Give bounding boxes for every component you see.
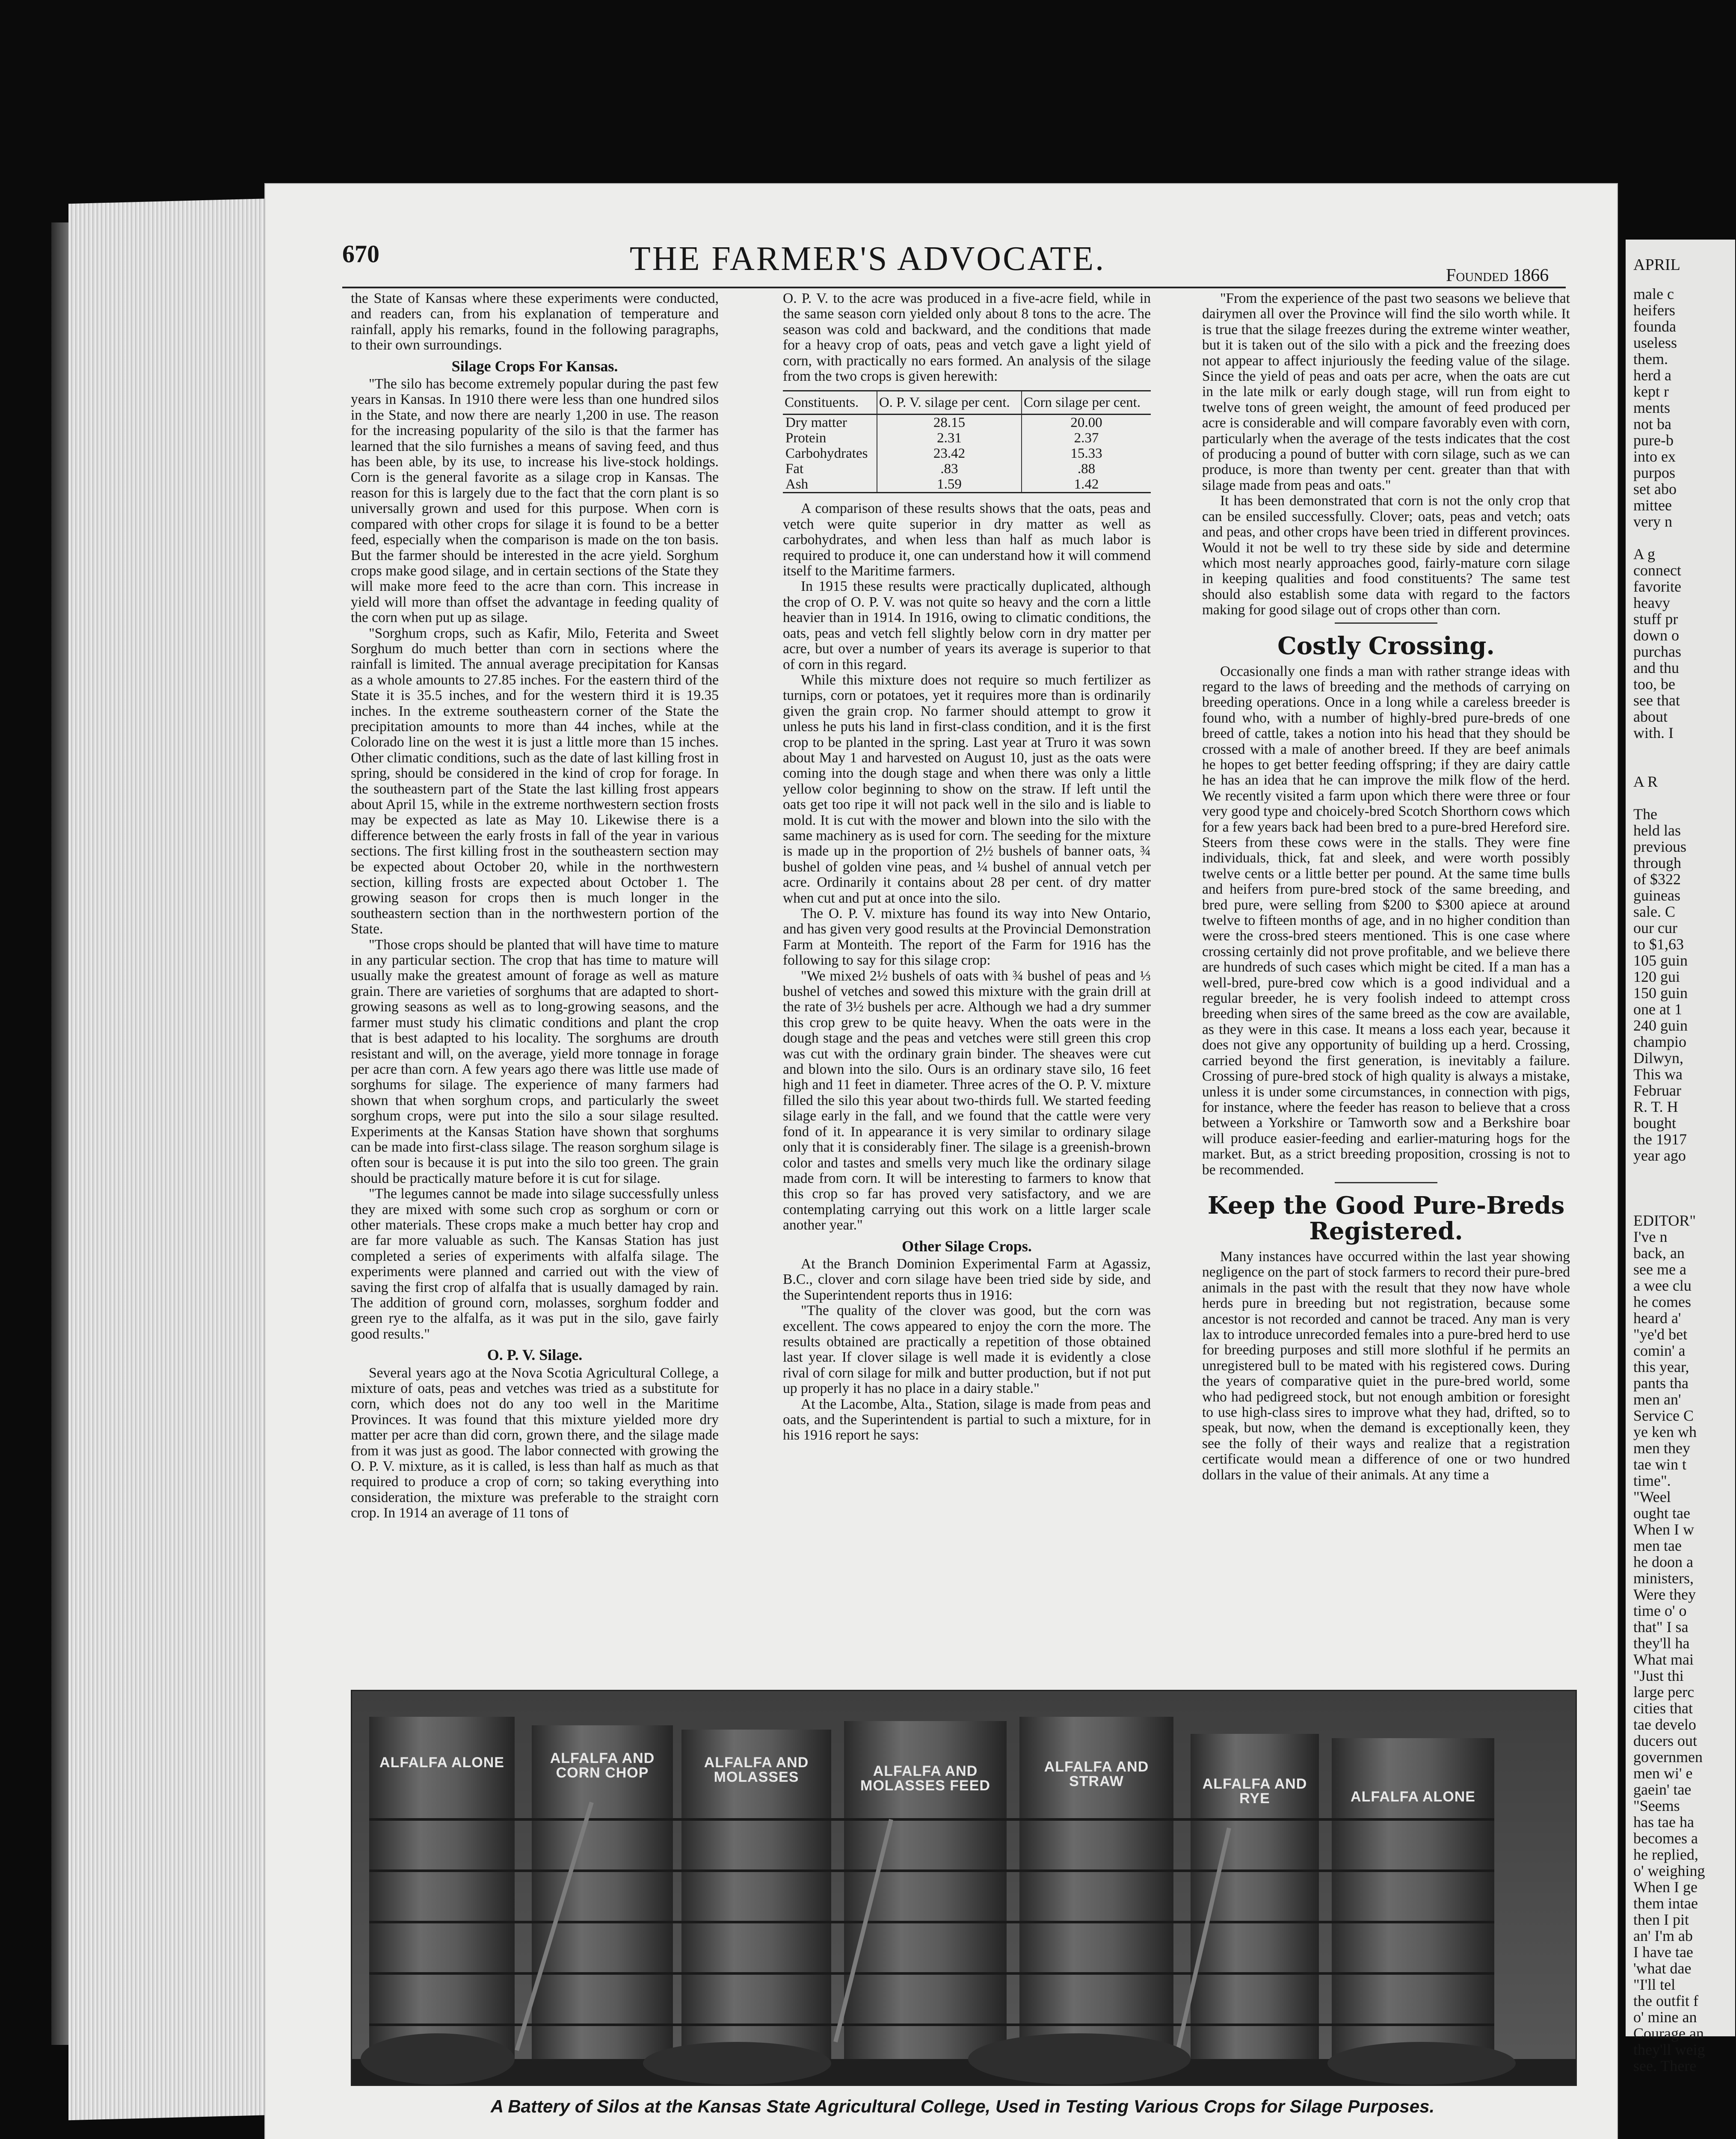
facing-page-line: they'll ha	[1633, 1635, 1690, 1652]
facing-page-line: 150 guin	[1633, 984, 1688, 1001]
facing-page-line: o' mine an	[1633, 2009, 1697, 2026]
facing-page-line: tae win t	[1633, 1456, 1686, 1473]
facing-page-line: to $1,63	[1633, 936, 1684, 953]
page-number: 670	[342, 240, 379, 268]
constituent-cell: Ash	[783, 477, 877, 493]
header-rule	[342, 287, 1566, 288]
facing-page-line: men an'	[1633, 1391, 1681, 1408]
facing-page-line: the 1917	[1633, 1131, 1687, 1148]
value-cell: 2.37	[1022, 430, 1151, 446]
facing-page-line: them intae	[1633, 1895, 1698, 1912]
facing-page-line	[1633, 1180, 1736, 1196]
facing-page-line: see that	[1633, 692, 1680, 709]
facing-page-line: heifers	[1633, 302, 1675, 319]
facing-page-line: R. T. H	[1633, 1098, 1678, 1115]
facing-page-line: men tae	[1633, 1537, 1682, 1554]
facing-page-line: 'what dae	[1633, 1960, 1692, 1977]
silos-photograph	[351, 1690, 1577, 2086]
intro-paragraph: the State of Kansas where these experiments were conducted, and readers can, from his explanation of temperature and rainfall, apply his remarks, found in the following paragraphs, to their own surroundings.	[351, 290, 719, 353]
facing-page-line: one at 1	[1633, 1001, 1682, 1018]
constituent-cell: Fat	[785, 461, 804, 477]
facing-page-line: see me a	[1633, 1261, 1686, 1278]
value-cell: 15.33	[1022, 446, 1151, 461]
facing-page-line	[1633, 1164, 1736, 1180]
facing-page-line: he comes	[1633, 1293, 1691, 1310]
silo-label: ALFALFA AND MOLASSES FEED	[860, 1763, 990, 1794]
paragraph: A comparison of these results shows that the oats, peas and vetch were quite superior in dry matter as well as carbohydrates, and when less than half as much labor is required to produce it, one can understand how it will commend itself to the Maritime farmers.	[783, 501, 1151, 579]
value-cell: 2.31	[877, 430, 1022, 446]
silo-label: ALFALFA AND MOLASSES	[704, 1754, 809, 1785]
facing-page-line	[1633, 1196, 1736, 1212]
paragraph: At the Lacombe, Alta., Station, silage is made from peas and oats, and the Superintendent is partial to such a mixture, for in his 1916 report he says:	[783, 1396, 1151, 1443]
facing-page-line: Dilwyn,	[1633, 1049, 1683, 1067]
facing-page-line: he replied,	[1633, 1846, 1698, 1863]
facing-page-line: champio	[1633, 1033, 1686, 1050]
page-edges	[68, 198, 274, 2121]
paragraph: While this mixture does not require so much fertilizer as turnips, corn or potatoes, yet it requires more than is ordinarily given the grain crop. No farmer should attempt to grow it unless he puts his land in first-class condition, and it is the first crop to be planted in the spring. Last year at Truro it was sown about May 1 and harvested on August 10, just as the oats were coming into the dough stage and when there was only a little yellow color beginning to show on the straw. If left until the oats get too ripe it will not pack well in the silo and is liable to mold. It is cut with the mower and blown into the silo with the same machinery as is used for corn. The seeding for the mixture is made up in the proportion of 2½ bushels of banner oats, ¾ bushel of golden vine peas, and ¼ bushel of annual vetch per acre. Ordinarily it contains about 28 per cent. of dry matter when cut and put at once into the silo.	[783, 672, 1151, 906]
facing-page-line: I have tae	[1633, 1943, 1693, 1961]
silo-label: ALFALFA AND STRAW	[1044, 1759, 1149, 1789]
facing-page-line: pants tha	[1633, 1375, 1689, 1392]
facing-page-line: large perc	[1633, 1683, 1695, 1701]
facing-page-text	[1633, 257, 1736, 2074]
paragraph: The O. P. V. mixture has found its way into New Ontario, and has given very good results at the Provincial Demonstration Farm at Monteith. The report of the Farm for 1916 has the following to say for this silage crop:	[783, 906, 1151, 969]
facing-page-line: see. There	[1633, 2057, 1697, 2074]
facing-page-line: ducers out	[1633, 1732, 1697, 1749]
facing-page-line: purpos	[1633, 464, 1675, 481]
facing-page-line: mittee	[1633, 497, 1672, 514]
facing-page-line: purchas	[1633, 643, 1681, 660]
facing-page-line: held las	[1633, 822, 1681, 839]
constituent-cell: Protein	[785, 430, 827, 446]
paragraph: "We mixed 2½ bushels of oats with ¾ bushel of peas and ⅓ bushel of vetches and sowed this mixture with the grain drill at the rate of 3½ bushels per acre. Although we had a dry summer this crop grew to be quite heavy. When the oats were in the dough stage and the peas and vetches were still green this crop was cut with the ordinary grain binder. The sheaves were cut and blown into the silo. Ours is an ordinary stave silo, 16 feet high and 11 feet in diameter. Three acres of the O. P. V. mixture filled the silo this year about two-thirds full. We started feeding silage early in the fall, and we found that the cattle were very fond of it. In appearance it is very similar to ordinary silage only that it is considerably finer. The silage is a greenish-brown color and tastes and smells very much like the ordinary silage made from corn. It will be interesting to farmers to know that this crop so far has proved very satisfactory, and we are contemplating carrying out this work on a little larger scale another year."	[783, 968, 1151, 1233]
facing-page-line: useless	[1633, 334, 1677, 351]
facing-page-line: Service C	[1633, 1407, 1694, 1424]
table-header: Corn silage per cent.	[1022, 391, 1151, 415]
facing-page-line: o' weighing	[1633, 1862, 1705, 1879]
facing-page-line	[1633, 741, 1736, 757]
facing-page-line: When I w	[1633, 1521, 1694, 1538]
heading-silage-crops-kansas: Silage Crops For Kansas.	[451, 357, 618, 375]
heading-keep-pure-breds: Keep the Good Pure-Breds Registered.	[1207, 1191, 1565, 1245]
constituent-cell: Carbohydrates	[785, 446, 868, 462]
facing-page-line: 105 guin	[1633, 952, 1688, 969]
paragraph: "The quality of the clover was good, but the corn was excellent. The cows appeared to enjoy the corn the more. The results obtained are practically a repetition of those obtained last year. If clover silage is well made it is evidently a close rival of corn silage for milk and butter production, but if not put up properly it has no place in a dairy stable."	[783, 1303, 1151, 1397]
paragraph: "The legumes cannot be made into silage successfully unless they are mixed with some such crop as sorghum or corn or other materials. These crops make a much better hay crop and are far more valuable as such. The Kansas Station has just completed a series of experiments with alfalfa silage. The experiments were planned and carried out with the view of saving the first crop of alfalfa that is usually damaged by rain. The addition of ground corn, molasses, sorghum fodder and green rye to the alfalfa, as it was put in the silo, gave fairly good results."	[351, 1186, 719, 1342]
facing-page-line: men they	[1633, 1440, 1690, 1457]
facing-page-line: The	[1633, 806, 1657, 823]
table-row	[783, 415, 1151, 431]
silos-illustration	[352, 1691, 1576, 2085]
paragraph: "From the experience of the past two seasons we believe that dairymen all over the Province will find the silo worth while. It is true that the silage freezes during the extreme winter weather, but it is taken out of the silo with a pick and the freezing does not appear to affect injuriously the feeding value of the silage. Since the yield of peas and oats per acre, when the oats are cut in the late milk or early dough stage, will run from eight to twelve tons of green weight, the amount of feed produced per acre is considerable and will compare favorably even with corn, particularly when the average of the tests indicates that the cost of producing a pound of butter with corn silage, such as we can produce, is more than twenty per cent. greater than that with silage made from peas and oats."	[1202, 290, 1570, 493]
table-header: O. P. V. silage per cent.	[877, 391, 1022, 415]
photo-caption: A Battery of Silos at the Kansas State Agricultural College, Used in Testing Various Crops for Silage Purposes.	[490, 2096, 1435, 2116]
facing-page-line: 240 guin	[1633, 1017, 1688, 1034]
facing-page-line: "ye'd bet	[1633, 1326, 1688, 1343]
facing-page-line: into ex	[1633, 448, 1676, 465]
facing-page-line: Februar	[1633, 1082, 1681, 1099]
facing-page-line: comin' a	[1633, 1342, 1686, 1359]
value-cell: 20.00	[1022, 415, 1151, 431]
silo-label: ALFALFA ALONE	[379, 1754, 504, 1771]
facing-page-line: "Seems	[1633, 1797, 1680, 1814]
value-cell: 28.15	[877, 415, 1022, 431]
facing-page	[1626, 240, 1735, 2074]
facing-page-line: year ago	[1633, 1147, 1686, 1164]
heading-other-silage-crops: Other Silage Crops.	[902, 1237, 1032, 1255]
facing-page-line: Were they	[1633, 1586, 1696, 1603]
facing-page-line: founda	[1633, 318, 1676, 335]
section-rule	[1335, 1182, 1437, 1183]
facing-page-line: ments	[1633, 399, 1670, 416]
facing-page-line: this year,	[1633, 1358, 1689, 1375]
facing-page-line: governmen	[1633, 1748, 1703, 1766]
facing-page-line: ought tae	[1633, 1505, 1690, 1522]
paragraph: O. P. V. to the acre was produced in a five-acre field, while in the same season corn yielded only about 8 tons to the acre. The season was cold and backward, and the conditions that made for a heavy crop of oats, peas and vetch gave a light yield of corn, with practically no ears formed. An analysis of the silage from the two crops is given herewith:	[783, 290, 1151, 385]
founded-label: Founded 1866	[1446, 266, 1549, 285]
value-cell: 1.59	[877, 477, 1022, 493]
facing-page-line: What mai	[1633, 1651, 1694, 1668]
paragraph: It has been demonstrated that corn is not the only crop that can be ensiled successfully. Clover; oats, peas and vetch; oats and peas, and other crops have been tried in different provinces. Would it not be well to try these side by side and determine which most nearly approaches good, fairly-mature corn silage in keeping qualities and food constituents? The same test should also establish some data with regard to the factors making for good silage out of crops other than corn.	[1202, 493, 1570, 618]
paragraph: "The silo has become extremely popular during the past few years in Kansas. In 1910 there were less than one hundred silos in the State, and now there are nearly 1,200 in use. The reason for the increasing popularity of the silo is that the farmer has learned that the silo furnishes a means of saving feed, and thus has been able, by its use, to increase his live-stock holdings. Corn is the general favorite as a silage crop in Kansas. The reason for this is largely due to the fact that the corn plant is so universally grown and used for this purpose. When corn is compared with other crops for silage it is found to be a better feed, especially when the comparison is made on the ton basis. But the farmer should be interested in the acre yield. Sorghum crops make good silage, and in certain sections of the State they will make more feed to the acre than corn. This increase in yield will more than offset the advantage in feeding quality of the corn when put up as silage.	[351, 376, 719, 626]
constituent-cell: Dry matter	[785, 415, 847, 431]
facing-page-line: I've n	[1633, 1228, 1668, 1245]
paragraph: In 1915 these results were practically duplicated, although the crop of O. P. V. was not quite so heavy and the corn a little heavier than in 1914. In 1916, owing to climatic conditions, the oats, peas and vetch fell slightly below corn in dry matter per acre, but over a number of years its average is superior to that of corn in this regard.	[783, 578, 1151, 673]
section-rule	[1335, 622, 1437, 624]
facing-page-line: the outfit f	[1633, 1992, 1698, 2009]
paragraph: Occasionally one finds a man with rather strange ideas with regard to the laws of breeding and the methods of carrying on breeding operations. Once in a long while a careless breeder is found who, with a number of highly-bred pure-breds of one breed of cattle, takes a notion into his head that they should be crossed with a male of another breed. If they are beef animals he hopes to get better feeding offspring; if they are dairy cattle he has an idea that he can improve the milk flow of the herd. We recently visited a farm upon which there were three or four very good type and choicely-bred Scotch Shorthorn cows which for a few years back had been bred to a pure-bred Hereford sire. Steers from these cows were in the stalls. They were fine individuals, thick, fat and sleek, and were worth possibly twelve cents or a little better per pound. At the same time bulls and heifers from pure-bred stock of the same breeding, and bred pure, were selling from $200 to $300 apiece at around twelve to fifteen months of age, and in no higher condition than were the cross-bred steers mentioned. This is one case where crossing certainly did not prove profitable, and we believe there are hundreds of such cases which might be cited. If a man has a well-bred, pure-bred cow which is a good individual and a regular breeder, he is very foolish indeed to attempt cross breeding when sires of the same breed as the cow are available, as they were in this case. It means a loss each year, because it does not give any opportunity of building up a herd. Crossing, carried beyond the first generation, is inevitably a failure. Crossing of pure-bred stock of high quality is always a mistake, unless it is under some circumstances, in connection with pigs, for instance, where the feeder has reason to believe that a cross between a Yorkshire or Tamworth sow and a Berkshire boar will produce easier-feeding and earlier-maturing hogs for the market. But, as a strict breeding proposition, crossing is not to be recommended.	[1202, 663, 1570, 1178]
facing-page-line: then I pit	[1633, 1911, 1689, 1928]
facing-page-line: with. I	[1633, 724, 1674, 741]
facing-page-line: favorite	[1633, 578, 1681, 595]
facing-page-line: When I ge	[1633, 1878, 1697, 1896]
facing-page-line: through	[1633, 854, 1681, 871]
facing-page-line: not ba	[1633, 415, 1671, 433]
facing-page-line	[1633, 530, 1736, 546]
facing-page-line: sale. C	[1633, 903, 1675, 920]
facing-page-header: APRIL	[1633, 256, 1680, 274]
table-row	[783, 446, 1151, 461]
value-cell: 1.42	[1022, 477, 1151, 493]
facing-page-line: stuff pr	[1633, 610, 1678, 628]
facing-page-line: set abo	[1633, 480, 1677, 498]
facing-page-line: and thu	[1633, 659, 1679, 676]
facing-page-line: becomes a	[1633, 1830, 1698, 1847]
facing-page-line: ministers,	[1633, 1570, 1694, 1587]
facing-page-line: ye ken wh	[1633, 1423, 1697, 1440]
table-body	[783, 415, 1151, 493]
facing-page-line: too, be	[1633, 675, 1675, 693]
facing-page-line: previous	[1633, 838, 1686, 855]
column-3	[1202, 291, 1570, 1483]
facing-page-line	[1633, 757, 1736, 773]
facing-page-line: he doon a	[1633, 1553, 1693, 1570]
facing-page-line: "I'll tel	[1633, 1976, 1676, 1993]
facing-page-line: very n	[1633, 513, 1672, 530]
paragraph: "Sorghum crops, such as Kafir, Milo, Feterita and Sweet Sorghum do much better than corn in sections where the rainfall is limited. The annual average precipitation for Kansas as a whole amounts to 27.85 inches. For the eastern third of the State it is 35.5 inches, and for the western third it is 19.35 inches. In the extreme southeastern corner of the State the precipitation amounts to more than 44 inches, while at the Colorado line on the west it is just a little more than 15 inches. Other climatic conditions, such as the date of last killing frost in spring, should be considered in the kind of crop for forage. In the southeastern part of the State the last killing frost appears about April 15, while in the extreme northwestern section frosts may be expected as late as May 10. Likewise there is a difference between the early frosts in fall of the year in various sections. The first killing frost in the southeastern section may be expected about October 20, while in the northwestern section, killing frosts are expected about October 1. The growing season for crops then is much longer in the southeastern section than in the northwestern portion of the State.	[351, 625, 719, 937]
facing-page-line: men wi' e	[1633, 1765, 1693, 1782]
facing-page-line: kept r	[1633, 383, 1669, 400]
facing-page-line: they'll weig	[1633, 2041, 1705, 2058]
facing-page-line: connect	[1633, 562, 1681, 579]
facing-page-line	[1633, 790, 1736, 806]
paragraph: Many instances have occurred within the last year showing negligence on the part of stock farmers to record their pure-bred animals in the past with the result that they now have whole herds pure in breeding but not registration, because some ancestor is not recorded and cannot be traced. Any man is very lax to introduce unrecorded females into a pure-bred herd to use for breeding purposes and still more slothful if he permits an unregistered bull to be mated with his registered cows. During the years of comparative quiet in the pure-bred world, some who had pedigreed stock, but not enough ambition or foresight to use high-class sires to improve what they had, drifted, so to speak, but now, when the demand is exceptionally keen, they see the folly of their ways and realize that a registration certificate would mean a difference of one or two hundred dollars in the value of their animals. At any time a	[1202, 1248, 1570, 1483]
facing-page-line: This wa	[1633, 1066, 1683, 1083]
facing-page-line: about	[1633, 708, 1668, 725]
facing-page-line: herd a	[1633, 367, 1671, 384]
facing-page-line: Courage an	[1633, 2025, 1704, 2042]
facing-page-lines	[1633, 286, 1736, 2074]
facing-page-line: tae develo	[1633, 1716, 1696, 1733]
facing-page-line: heard a'	[1633, 1309, 1681, 1327]
table-row	[783, 461, 1151, 477]
table-header: Constituents.	[783, 391, 877, 415]
heading-opv-silage: O. P. V. Silage.	[487, 1346, 583, 1364]
facing-page-line: cities that	[1633, 1700, 1693, 1717]
masthead-title: THE FARMER'S ADVOCATE.	[629, 240, 1106, 278]
facing-page-line: time".	[1633, 1472, 1671, 1489]
facing-page-line: them.	[1633, 350, 1668, 367]
column-2	[783, 291, 1151, 1443]
facing-page-line: "Just thi	[1633, 1667, 1684, 1684]
value-cell: 23.42	[877, 446, 1022, 461]
facing-page-line: a wee clu	[1633, 1277, 1692, 1294]
silage-analysis-table	[783, 390, 1151, 493]
paragraph: "Those crops should be planted that will have time to mature in any particular section. The crop that has time to mature will usually make the greatest amount of forage as well as mature grain. There are varieties of sorghums that are adapted to short-growing seasons as well as to long-growing seasons, and the farmer must study his climatic conditions and plant the crop that is best adapted to his locality. The sorghums are drouth resistant and will, on the average, yield more tonnage in forage per acre than corn. A few years ago there was little use made of sorghums for silage. The experience of many farmers had shown that when sorghum crops, and particularly the sweet sorghum crops, were put into the silo a sour silage resulted. Experiments at the Kansas Station have shown that sorghums can be made into first-class silage. The reason sorghum silage is often sour is because it is put into the silo too green. The grain should be practically mature before it is cut for silage.	[351, 936, 719, 1186]
facing-page-line: down o	[1633, 627, 1679, 644]
silo-label: ALFALFA AND CORN CHOP	[550, 1750, 655, 1781]
paragraph: Several years ago at the Nova Scotia Agricultural College, a mixture of oats, peas and vetches was tried as a substitute for corn, which does not do any too well in the Maritime Provinces. It was found that this mixture yielded more dry matter per acre than did corn, grown there, and the silage made from it was just as good. The labor connected with growing the O. P. V. mixture, as it is called, is less than half as much as that required to produce a crop of corn; so taking everything into consideration, the mixture was preferable to the straight corn crop. In 1914 an average of 11 tons of	[351, 1365, 719, 1521]
table-header-row	[783, 391, 1151, 415]
facing-page-line: of $322	[1633, 871, 1681, 888]
facing-page-line: back, an	[1633, 1244, 1685, 1262]
heading-costly-crossing: Costly Crossing.	[1277, 631, 1495, 660]
facing-page-line: gaein' tae	[1633, 1781, 1692, 1798]
value-cell: .83	[877, 461, 1022, 477]
silo-label: ALFALFA ALONE	[1351, 1789, 1475, 1805]
facing-page-line: 120 gui	[1633, 968, 1680, 985]
facing-page-line: our cur	[1633, 919, 1677, 936]
facing-page-line: an' I'm ab	[1633, 1927, 1693, 1944]
facing-page-line: guineas	[1633, 887, 1680, 904]
facing-page-line: A R	[1633, 773, 1658, 790]
facing-page-line: that" I sa	[1633, 1618, 1689, 1635]
facing-page-line: EDITOR"	[1633, 1212, 1696, 1229]
table-row	[783, 430, 1151, 446]
facing-page-line: "Weel	[1633, 1488, 1671, 1505]
table-row	[783, 477, 1151, 493]
facing-page-line: heavy	[1633, 594, 1670, 611]
facing-page-line: time o' o	[1633, 1602, 1687, 1619]
column-1	[351, 291, 719, 1521]
facing-page-line: bought	[1633, 1114, 1677, 1132]
paragraph: At the Branch Dominion Experimental Farm at Agassiz, B.C., clover and corn silage have been tried side by side, and the Superintendent reports thus in 1916:	[783, 1256, 1151, 1303]
facing-page-line: A g	[1633, 545, 1656, 563]
silo-label: ALFALFA AND RYE	[1202, 1776, 1307, 1807]
value-cell: .88	[1022, 461, 1151, 477]
facing-page-line: has tae ha	[1633, 1813, 1694, 1831]
facing-page-line: male c	[1633, 285, 1674, 302]
facing-page-line: pure-b	[1633, 432, 1674, 449]
